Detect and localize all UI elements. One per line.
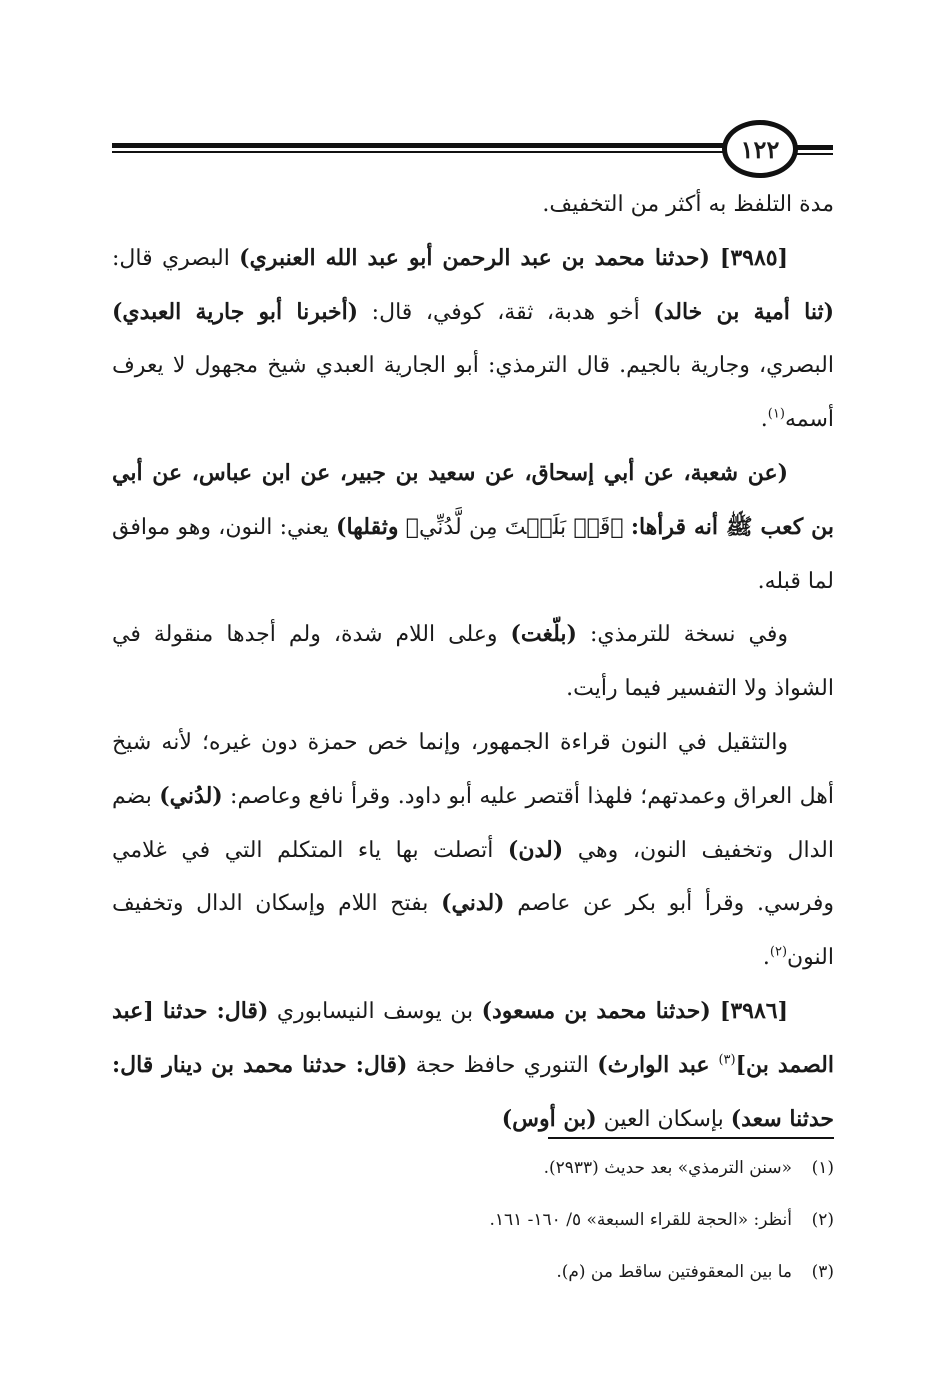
text-run: وفي نسخة للترمذي: (576, 622, 788, 648)
text-run: بإسكان العين (596, 1106, 731, 1132)
text-run: مدة التلفظ به أكثر من التخفيف. (542, 192, 834, 217)
footnote-ref: (٣) (718, 1052, 736, 1068)
text-run: أخو هدبة، ثقة، كوفي، قال: (358, 299, 654, 325)
footnote (300, 1194, 834, 1246)
paragraph (112, 716, 834, 985)
bold-text-run: (عن شعبة، عن أبي إسحاق، عن سعيد بن جبير، عن ابن عباس، عن أبي بن كعب ﷺ أنه قرأها: (112, 459, 835, 540)
text-run: بضم الدال وتخفيف النون، وهي (112, 783, 834, 863)
footnote-number: (٢) (811, 1210, 834, 1230)
bold-text-run: [٣٩٨٥] (حدثنا محمد بن عبد الرحمن أبو عبد الله العنبري) (239, 244, 788, 271)
footnote-ref: (٢) (769, 944, 788, 960)
footnote-number: (١) (811, 1158, 834, 1178)
bold-text-run: (لدن) (507, 836, 564, 863)
bold-text-run: [٣٩٨٦] (حدثنا محمد بن مسعود) (481, 997, 788, 1024)
bold-text-run: وثقلها) (336, 513, 399, 540)
text-run: . (760, 407, 768, 433)
paragraph (112, 447, 834, 608)
text-run: أتصلت بها ياء المتكلم التي في غلامي وفرسي. وقرأ أبو بكر عن عاصم (112, 837, 834, 917)
footnote-ref: (١) (767, 406, 785, 422)
bold-text-run: (ثنا أمية بن خالد) (653, 298, 834, 325)
paragraph (112, 608, 834, 716)
text-run: ﴿قَدۡ بَلَغۡتَ مِن لَّدُنِّي﴾ (398, 514, 631, 540)
bold-text-run: (قال: حدثنا [عبد الصمد بن] (112, 997, 835, 1078)
badge-tail-thin (795, 153, 833, 155)
footnote-text: أنظر: «الحجة للقراء السبعة» ٥/ ١٦٠- ١٦١. (489, 1210, 792, 1230)
text-run: والتثقيل في النون قراءة الجمهور، وإنما خص حمزة دون غيره؛ لأنه شيخ أهل العراق وعمدتهم؛ فلهذا أقتصر عليه أبو داود. وقرأ نافع وعاصم: (112, 729, 834, 809)
footnote-text: «سنن الترمذي» بعد حديث (٢٩٣٣). (543, 1158, 792, 1178)
paragraph (112, 178, 834, 232)
header-rule-thick (112, 143, 735, 148)
bold-text-run: (لدُني) (159, 782, 223, 809)
main-text (112, 178, 834, 1146)
text-run: بفتح اللام وإسكان الدال وتخفيف النون (112, 891, 834, 971)
text-run: يعني: النون، وهو موافق لما قبله. (112, 514, 834, 594)
footnote-number: (٣) (811, 1262, 834, 1282)
text-run: بن يوسف النيسابوري (268, 998, 482, 1024)
paragraph (112, 985, 834, 1146)
header-rule (112, 143, 735, 157)
page-number-badge (722, 120, 798, 178)
footnote (300, 1142, 834, 1194)
footnotes (300, 1142, 834, 1298)
bold-text-run: عبد الوارث) (597, 1051, 719, 1078)
bold-text-run: (أخبرنا أبو جارية العبدي) (112, 298, 359, 325)
paragraph (112, 232, 834, 447)
text-run: البصري قال: (112, 245, 240, 271)
text-run: البصري، وجارية بالجيم. قال الترمذي: أبو الجارية العبدي شيخ مجهول لا يعرف أسمه (112, 353, 834, 433)
page-number: ١٢٢ (740, 134, 780, 164)
text-run: وعلى اللام شدة، ولم أجدها منقولة في الشواذ ولا التفسير فيما رأيت. (112, 622, 834, 702)
bold-text-run: (بلّغت) (510, 621, 577, 648)
bold-text-run: (لدني) (441, 890, 505, 917)
text-run: التنوري حافظ حجة (407, 1052, 598, 1078)
header-rule-thin (112, 151, 735, 153)
bold-text-run: (بن أوس) (501, 1105, 597, 1132)
footnote (300, 1246, 834, 1298)
footnote-rule (548, 1137, 834, 1139)
bold-text-run: (قال: حدثنا محمد بن دينار قال: حدثنا سعد) (112, 1051, 834, 1132)
footnote-text: ما بين المعقوفتين ساقط من (م). (556, 1262, 792, 1282)
badge-tail (795, 145, 833, 150)
text-run: . (762, 945, 770, 971)
